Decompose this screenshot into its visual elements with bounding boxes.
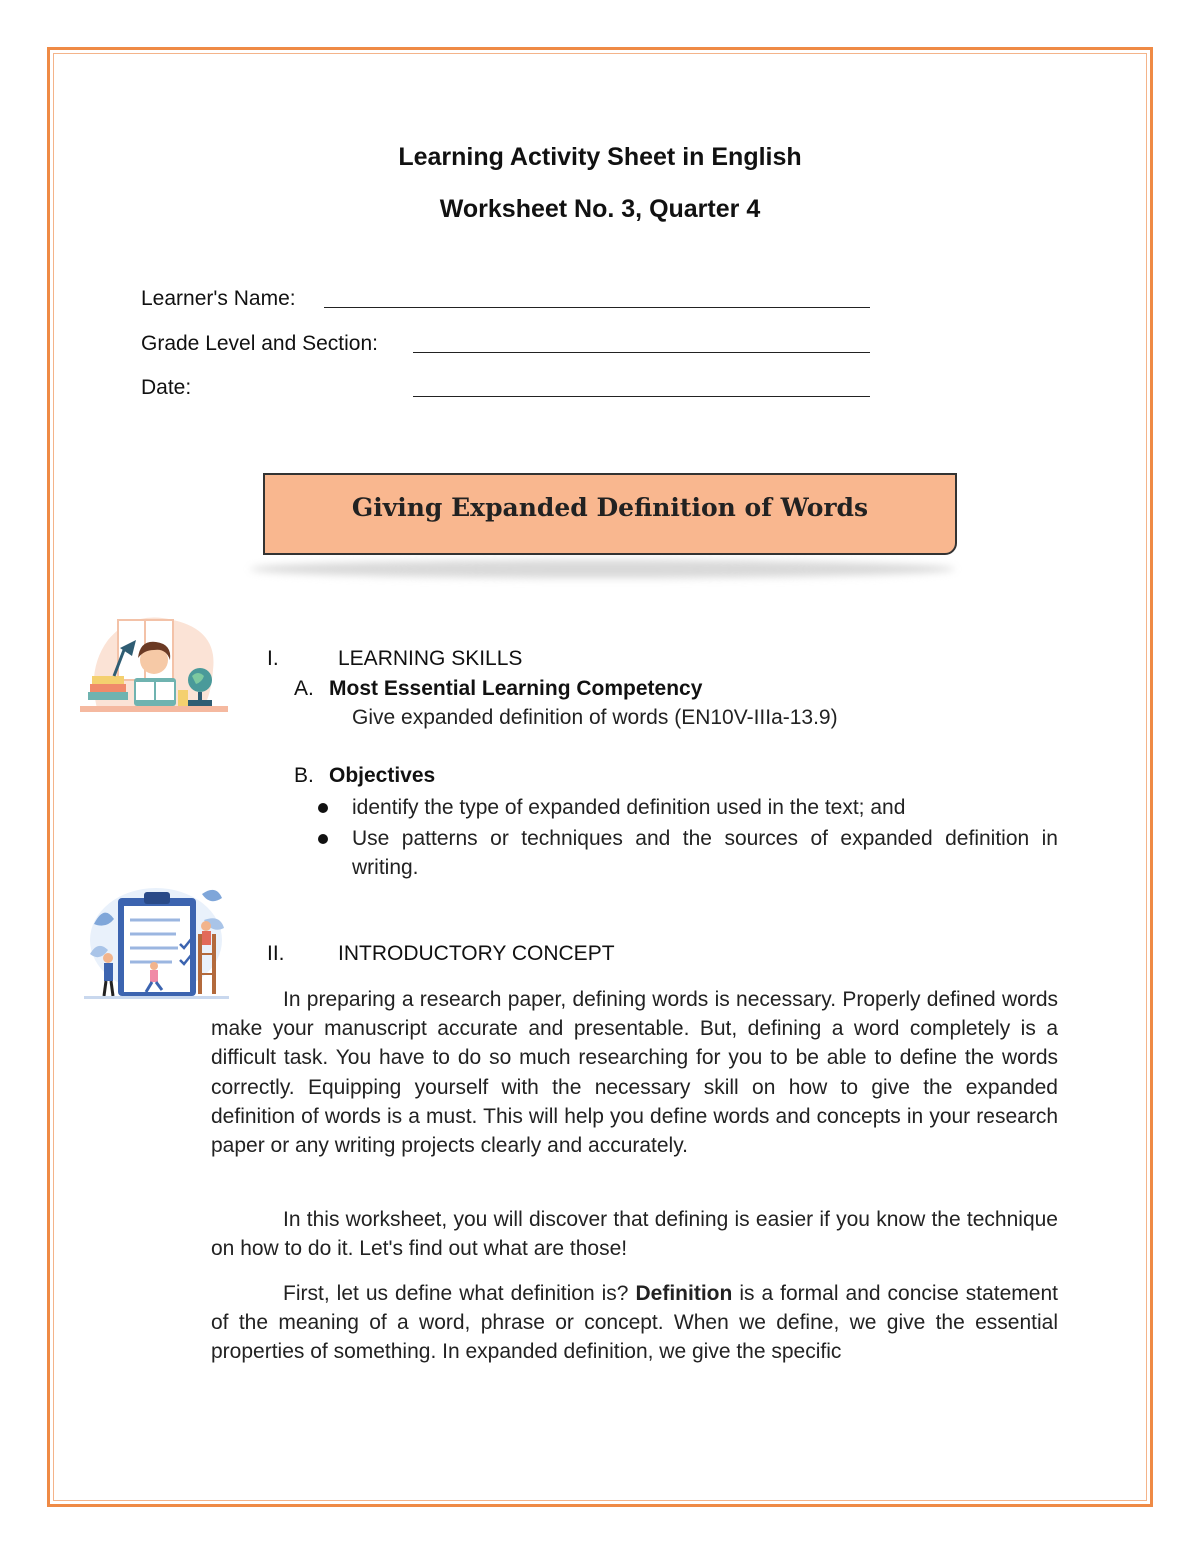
section-2-numeral: II. bbox=[267, 942, 285, 965]
intro-paragraph-3: First, let us define what definition is? Definition is a formal and concise statement of the meaning of a word, phrase or concept. When we define, we give the essential properties of something. In expanded definition, we give the specific bbox=[211, 1282, 1058, 1364]
section-2-title: INTRODUCTORY CONCEPT bbox=[338, 942, 615, 965]
section-1-title: LEARNING SKILLS bbox=[338, 647, 523, 670]
sub-b-title: Objectives bbox=[329, 764, 436, 787]
date-label: Date: bbox=[141, 376, 192, 399]
page-title: Learning Activity Sheet in English bbox=[398, 143, 802, 171]
objective-item-1: identify the type of expanded definition used in the text; and bbox=[352, 796, 906, 819]
topic-banner bbox=[263, 473, 957, 555]
grade-section-line bbox=[413, 352, 870, 353]
competency-text: Give expanded definition of words (EN10V-IIIa-13.9) bbox=[352, 706, 838, 729]
intro-paragraph-2: In this worksheet, you will discover that defining is easier if you know the technique on how to do it. Let's find out what are those! bbox=[211, 1208, 1058, 1261]
bullet-dot bbox=[318, 834, 328, 844]
learner-name-line bbox=[324, 307, 870, 308]
grade-section-label: Grade Level and Section: bbox=[141, 332, 378, 355]
banner-shadow bbox=[250, 560, 955, 578]
topic-banner-text: Giving Expanded Definition of Words bbox=[351, 493, 869, 522]
page-subtitle: Worksheet No. 3, Quarter 4 bbox=[439, 195, 761, 223]
clipboard-checklist-illustration bbox=[84, 884, 229, 1000]
date-field[interactable] bbox=[141, 376, 191, 400]
sub-a-letter: A. bbox=[294, 677, 314, 700]
sub-b-letter: B. bbox=[294, 764, 314, 787]
grade-section-field[interactable] bbox=[141, 332, 378, 356]
bullet-dot bbox=[318, 803, 328, 813]
sub-a-title: Most Essential Learning Competency bbox=[329, 677, 703, 700]
student-reading-illustration bbox=[78, 610, 228, 716]
section-1-numeral: I. bbox=[267, 647, 279, 670]
date-line bbox=[413, 396, 870, 397]
objective-item-2: Use patterns or techniques and the sources of expanded definition in writing. bbox=[352, 827, 1058, 879]
definition-term: Definition bbox=[635, 1282, 733, 1305]
learner-name-label: Learner's Name: bbox=[141, 287, 296, 310]
intro-paragraph-1: In preparing a research paper, defining words is necessary. Properly defined words make your manuscript accurate and presentable. But, defining a word completely is a difficult task. You have to do so much researching for you to be able to define the words correctly. Equipping yourself with the necessary skill on how to give the expanded definition of words is a must. This will help you define words and concepts in your research paper or any writing projects clearly and accurately. bbox=[211, 988, 1058, 1158]
learner-name-field[interactable] bbox=[141, 287, 296, 311]
